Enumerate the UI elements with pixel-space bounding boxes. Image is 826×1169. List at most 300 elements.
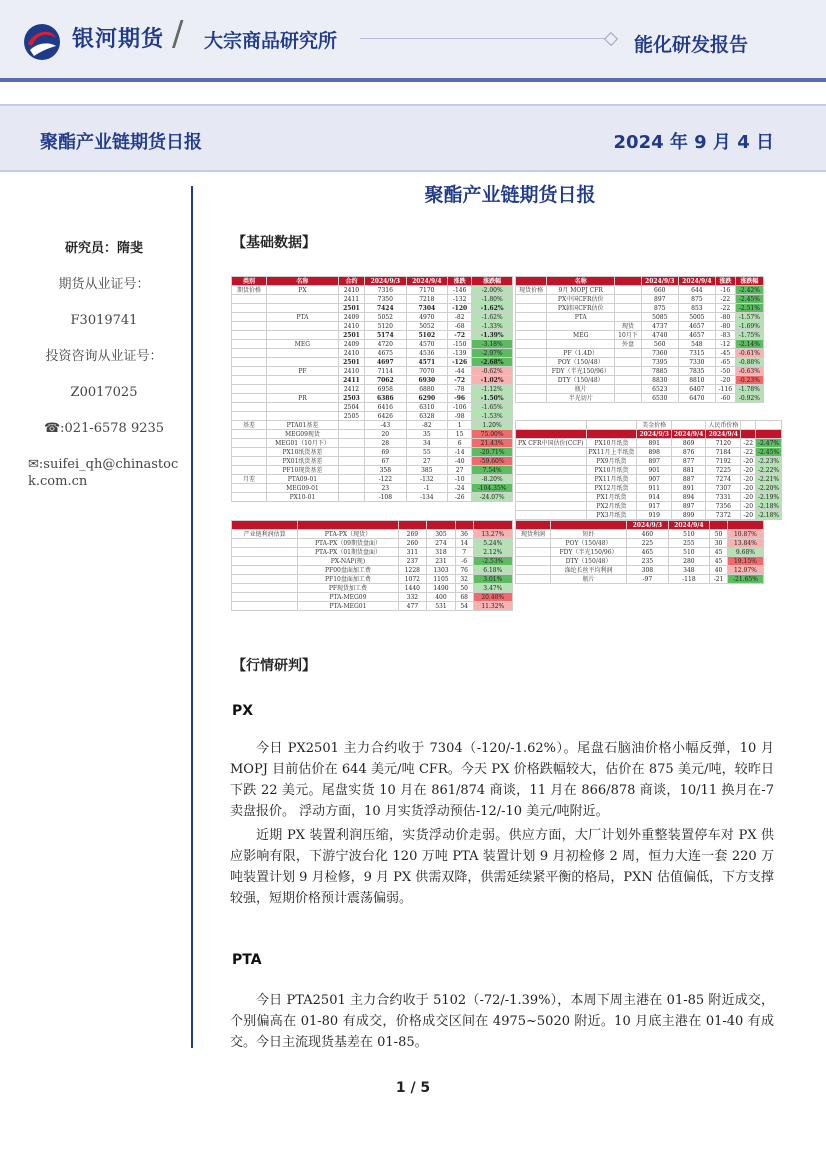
row-group bbox=[516, 358, 547, 367]
license-number: F3019741 bbox=[70, 313, 138, 328]
table-row bbox=[232, 602, 513, 611]
page-header bbox=[0, 0, 826, 82]
change-pct-cell: 6.18% bbox=[473, 566, 512, 575]
table-cell: 1072 bbox=[398, 575, 427, 584]
table-header-cell bbox=[473, 521, 512, 530]
row-name bbox=[267, 304, 339, 313]
change-pct-cell: -1.57% bbox=[735, 313, 763, 322]
table-cell: 460 bbox=[627, 530, 669, 539]
table-row bbox=[232, 421, 513, 430]
report-date: 2024 年 9 月 4 日 bbox=[613, 132, 774, 153]
change-pct-cell: -2.00% bbox=[472, 286, 513, 295]
table-header-cell: 类别 bbox=[232, 277, 267, 286]
change-pct-cell: 11.32% bbox=[473, 602, 512, 611]
change-pct-cell: -21.65% bbox=[727, 575, 763, 584]
row-name: PTA bbox=[267, 313, 339, 322]
table-cell: -21 bbox=[710, 575, 728, 584]
table-cell: 881 bbox=[671, 466, 705, 475]
table-row bbox=[232, 403, 513, 412]
table-row bbox=[232, 394, 513, 403]
row-name bbox=[267, 403, 339, 412]
row-name: PX1月纸货 bbox=[586, 493, 637, 502]
table-cell: 894 bbox=[671, 493, 705, 502]
table-cell: 6290 bbox=[406, 394, 448, 403]
row-name: DTY（150/48） bbox=[551, 557, 627, 566]
change-pct-cell: 1.20% bbox=[472, 421, 513, 430]
table-cell: 7315 bbox=[678, 349, 715, 358]
table-header-cell bbox=[756, 421, 782, 430]
table-header-cell bbox=[586, 421, 637, 430]
table-cell: 7225 bbox=[706, 466, 741, 475]
row-name: PX11月上半纸货 bbox=[586, 448, 637, 457]
table-cell: 6523 bbox=[641, 385, 678, 394]
table-row bbox=[516, 557, 764, 566]
row-name: FDY（半光150/96） bbox=[551, 548, 627, 557]
row-group bbox=[232, 484, 267, 493]
table-row bbox=[516, 349, 764, 358]
table-cell: -60 bbox=[715, 394, 735, 403]
table-cell: -22 bbox=[715, 304, 735, 313]
table-cell: 2409 bbox=[338, 313, 364, 322]
table-header-cell bbox=[741, 430, 756, 439]
table-cell: 2504 bbox=[338, 403, 364, 412]
row-name: MEG01（10月下） bbox=[267, 439, 339, 448]
row-name: PTA-PX（09期货盘面） bbox=[298, 539, 398, 548]
table-row bbox=[232, 358, 513, 367]
row-name bbox=[267, 295, 339, 304]
table-header-cell: 2024/9/4 bbox=[406, 277, 448, 286]
table-cell: 644 bbox=[678, 286, 715, 295]
table-header-cell bbox=[727, 521, 763, 530]
row-name: PTA-MEG01 bbox=[298, 602, 398, 611]
change-pct-cell: -2.18% bbox=[756, 511, 782, 520]
table-cell: -65 bbox=[715, 358, 735, 367]
table-header-cell bbox=[586, 430, 637, 439]
table-cell: 50 bbox=[455, 584, 473, 593]
row-name: PTA01基差 bbox=[267, 421, 339, 430]
table-cell: 510 bbox=[668, 548, 710, 557]
table-cell: 6310 bbox=[406, 403, 448, 412]
table-header-cell: 涨跌 bbox=[448, 277, 472, 286]
row-group bbox=[232, 349, 267, 358]
row-group: 现货利润 bbox=[516, 530, 551, 539]
table-cell: 510 bbox=[668, 530, 710, 539]
table-cell: 54 bbox=[455, 602, 473, 611]
change-pct-cell: 3.01% bbox=[473, 575, 512, 584]
row-group bbox=[516, 313, 547, 322]
row-name: PX bbox=[267, 286, 339, 295]
table-cell: -20 bbox=[741, 475, 756, 484]
table-cell: 4720 bbox=[365, 340, 407, 349]
row-name: 短纤 bbox=[551, 530, 627, 539]
table-cell: -122 bbox=[365, 475, 407, 484]
table-row bbox=[516, 466, 782, 475]
table-cell: 7114 bbox=[365, 367, 407, 376]
row-group bbox=[516, 304, 547, 313]
table-cell: -150 bbox=[448, 340, 472, 349]
row-group bbox=[232, 412, 267, 421]
table-cell: 6470 bbox=[678, 394, 715, 403]
table-cell: 6 bbox=[448, 439, 472, 448]
table-cell: 358 bbox=[365, 466, 407, 475]
row-name: PX2月纸货 bbox=[586, 502, 637, 511]
table-header-row bbox=[516, 421, 782, 430]
table-cell: 34 bbox=[406, 439, 448, 448]
table-cell: 15 bbox=[448, 430, 472, 439]
table-cell: -20 bbox=[741, 457, 756, 466]
row-subname bbox=[615, 349, 642, 358]
change-pct-cell: -24.07% bbox=[472, 493, 513, 502]
change-pct-cell: 20.48% bbox=[473, 593, 512, 602]
table-row bbox=[232, 584, 513, 593]
change-pct-cell: -1.62% bbox=[472, 304, 513, 313]
table-cell: 4570 bbox=[406, 340, 448, 349]
row-subname: 10月下 bbox=[615, 331, 642, 340]
table-row bbox=[232, 475, 513, 484]
change-pct-cell: -2.18% bbox=[756, 502, 782, 511]
table-cell: 6328 bbox=[406, 412, 448, 421]
pta-paragraph-1: 今日 PTA2501 主力合约收于 5102（-72/-1.39%），本周下周主港在 01-85 附近成交，个别偏高在 01-80 有成交，价格成交区间在 4975~5020 附近。10 月底主港在 01-40 有成交。今日主流现货基差在 01-85。 bbox=[230, 993, 774, 1050]
table-row bbox=[516, 457, 782, 466]
table-row bbox=[232, 349, 513, 358]
row-group bbox=[232, 367, 267, 376]
row-name: PX3月纸货 bbox=[586, 511, 637, 520]
table-cell: 4675 bbox=[365, 349, 407, 358]
row-subname bbox=[615, 394, 642, 403]
table-header-cell: 2024/9/4 bbox=[706, 430, 741, 439]
table-header-cell: 美金价格 bbox=[637, 421, 671, 430]
table-cell: 7835 bbox=[678, 367, 715, 376]
change-pct-cell: -2.45% bbox=[756, 448, 782, 457]
table-row bbox=[232, 548, 513, 557]
table-cell bbox=[338, 430, 364, 439]
table-cell: 260 bbox=[398, 539, 427, 548]
table-cell: 6958 bbox=[365, 385, 407, 394]
table-row bbox=[232, 593, 513, 602]
table-row bbox=[232, 539, 513, 548]
row-group bbox=[516, 376, 547, 385]
table-cell: 2411 bbox=[338, 295, 364, 304]
row-group bbox=[232, 394, 267, 403]
table-header-cell: 名称 bbox=[267, 277, 339, 286]
change-pct-cell: -1.02% bbox=[472, 376, 513, 385]
row-group bbox=[516, 322, 547, 331]
table-cell: 2505 bbox=[338, 412, 364, 421]
row-name: PX-NAP(现) bbox=[298, 557, 398, 566]
table-cell: -10 bbox=[448, 475, 472, 484]
table-cell: -80 bbox=[715, 322, 735, 331]
row-group bbox=[232, 340, 267, 349]
institute-name: 大宗商品研究所 bbox=[204, 30, 338, 52]
table-cell: 5174 bbox=[365, 331, 407, 340]
table-cell: 76 bbox=[455, 566, 473, 575]
row-group bbox=[232, 493, 267, 502]
change-pct-cell: -2.47% bbox=[756, 439, 782, 448]
table-header-cell: 涨跌幅 bbox=[472, 277, 513, 286]
table-cell: 4571 bbox=[406, 358, 448, 367]
row-group bbox=[516, 502, 587, 511]
table-cell: 7372 bbox=[706, 511, 741, 520]
table-cell: 875 bbox=[641, 304, 678, 313]
table-row bbox=[516, 475, 782, 484]
table-cell: 4697 bbox=[365, 358, 407, 367]
report-type: 能化研发报告 bbox=[634, 34, 749, 56]
table-cell bbox=[338, 466, 364, 475]
row-group bbox=[516, 367, 547, 376]
table-cell: 235 bbox=[627, 557, 669, 566]
table-row bbox=[516, 439, 782, 448]
row-group bbox=[516, 457, 587, 466]
row-group: 基差 bbox=[232, 421, 267, 430]
table-cell: 23 bbox=[365, 484, 407, 493]
row-name: PF（1.4D） bbox=[547, 349, 615, 358]
change-pct-cell: -2.51% bbox=[735, 304, 763, 313]
table-cell: 7120 bbox=[706, 439, 741, 448]
table-cell: -12 bbox=[715, 340, 735, 349]
row-group: 期货价格 bbox=[232, 286, 267, 295]
row-name: PTA-PX（01期货盘面） bbox=[298, 548, 398, 557]
row-name: PR bbox=[267, 394, 339, 403]
table-cell: 7070 bbox=[406, 367, 448, 376]
table-cell bbox=[338, 439, 364, 448]
table-header-cell bbox=[551, 521, 627, 530]
table-cell: 67 bbox=[365, 457, 407, 466]
change-pct-cell: -2.21% bbox=[756, 475, 782, 484]
row-name: POY（150/48） bbox=[547, 358, 615, 367]
row-name bbox=[267, 358, 339, 367]
table-header-cell bbox=[298, 521, 398, 530]
table-cell: -132 bbox=[448, 295, 472, 304]
table-cell: 385 bbox=[406, 466, 448, 475]
table-cell: 4657 bbox=[678, 322, 715, 331]
row-subname bbox=[615, 286, 642, 295]
table-row bbox=[232, 385, 513, 394]
table-cell: 231 bbox=[427, 557, 456, 566]
table-cell: -98 bbox=[448, 412, 472, 421]
table-cell: 225 bbox=[627, 539, 669, 548]
table-cell: -106 bbox=[448, 403, 472, 412]
table-header-cell bbox=[741, 421, 756, 430]
table-cell: 477 bbox=[398, 602, 427, 611]
table-cell: 7184 bbox=[706, 448, 741, 457]
table-cell: 5052 bbox=[406, 322, 448, 331]
table-row bbox=[516, 394, 764, 403]
change-pct-cell: -2.20% bbox=[756, 484, 782, 493]
row-group bbox=[232, 539, 298, 548]
table-cell: 348 bbox=[668, 566, 710, 575]
row-name: PX12月纸货 bbox=[586, 484, 637, 493]
table-cell: 917 bbox=[637, 502, 671, 511]
table-row bbox=[232, 566, 513, 575]
change-pct-cell: -2.42% bbox=[735, 286, 763, 295]
table-cell: 7424 bbox=[365, 304, 407, 313]
table-cell: 68 bbox=[455, 593, 473, 602]
table-cell: -20 bbox=[715, 376, 735, 385]
row-name: 半光切片 bbox=[547, 394, 615, 403]
table-cell: 899 bbox=[671, 511, 705, 520]
change-pct-cell: -1.12% bbox=[472, 385, 513, 394]
change-pct-cell: -1.78% bbox=[735, 385, 763, 394]
table-cell: -20 bbox=[741, 502, 756, 511]
table-row bbox=[516, 304, 764, 313]
table-row bbox=[232, 286, 513, 295]
table-cell: 2410 bbox=[338, 286, 364, 295]
table-header-cell bbox=[710, 521, 728, 530]
table-cell: 50 bbox=[710, 530, 728, 539]
table-cell: 36 bbox=[455, 530, 473, 539]
table-cell: -83 bbox=[715, 331, 735, 340]
row-group bbox=[232, 575, 298, 584]
row-name bbox=[267, 349, 339, 358]
table-cell: -22 bbox=[741, 448, 756, 457]
change-pct-cell: -0.88% bbox=[735, 358, 763, 367]
table-cell: -132 bbox=[406, 475, 448, 484]
row-group bbox=[232, 304, 267, 313]
table-cell: 877 bbox=[671, 457, 705, 466]
row-group bbox=[232, 566, 298, 575]
table-row bbox=[516, 376, 764, 385]
table-cell: -22 bbox=[741, 439, 756, 448]
table-cell: -50 bbox=[715, 367, 735, 376]
table-cell bbox=[338, 448, 364, 457]
table-row bbox=[232, 457, 513, 466]
advisory-label: 投资咨询从业证号： bbox=[45, 349, 163, 364]
table-cell: 6880 bbox=[406, 385, 448, 394]
row-group bbox=[232, 602, 298, 611]
row-group bbox=[232, 385, 267, 394]
change-pct-cell: -0.61% bbox=[735, 349, 763, 358]
table-cell: -72 bbox=[448, 376, 472, 385]
row-group bbox=[516, 466, 587, 475]
row-subname bbox=[615, 295, 642, 304]
change-pct-cell: -1.33% bbox=[472, 322, 513, 331]
row-name: PTA09-01 bbox=[267, 475, 339, 484]
table-cell: 2409 bbox=[338, 340, 364, 349]
change-pct-cell: -8.20% bbox=[472, 475, 513, 484]
row-subname bbox=[615, 376, 642, 385]
table-header-cell: 2024/9/3 bbox=[627, 521, 669, 530]
table-row bbox=[516, 295, 764, 304]
table-row bbox=[232, 304, 513, 313]
px-paragraph-1: 今日 PX2501 主力合约收于 7304（-120/-1.62%）。尾盘石脑油价格小幅反弹，10 月 MOPJ 目前估价在 644 美元/吨 CFR。今天 PX 价格跌幅较大，估价在 875 美元/吨，较昨日下跌 22 美元。尾盘实货 10 月在 861/874 商谈，11 月在 866/878 商谈，10/11 换月在-7 卖盘报价。 浮动方面，10 月实货浮动预估-12/-10 美元/吨附近。 bbox=[230, 741, 774, 819]
table-cell: 8830 bbox=[641, 376, 678, 385]
table-cell: -134 bbox=[406, 493, 448, 502]
table-cell: -45 bbox=[715, 349, 735, 358]
table-cell: -16 bbox=[715, 286, 735, 295]
row-group bbox=[232, 295, 267, 304]
row-name: PX中国CFR估价 bbox=[547, 295, 615, 304]
table-header-cell: 名称 bbox=[547, 277, 615, 286]
table-cell: 332 bbox=[398, 593, 427, 602]
row-subname bbox=[615, 385, 642, 394]
table-cell: -20 bbox=[741, 466, 756, 475]
table-cell: -126 bbox=[448, 358, 472, 367]
table-row bbox=[516, 358, 764, 367]
table-cell: 2410 bbox=[338, 322, 364, 331]
table-cell: -20 bbox=[741, 511, 756, 520]
table-cell: 6386 bbox=[365, 394, 407, 403]
table-cell: -118 bbox=[668, 575, 710, 584]
table-header-cell bbox=[516, 277, 547, 286]
table-cell: 2501 bbox=[338, 304, 364, 313]
change-pct-cell: 2.12% bbox=[473, 548, 512, 557]
table-row bbox=[232, 322, 513, 331]
table-cell: -43 bbox=[365, 421, 407, 430]
change-pct-cell: -2.53% bbox=[473, 557, 512, 566]
row-name: 涤纶长丝平均利润 bbox=[551, 566, 627, 575]
table-cell: 305 bbox=[427, 530, 456, 539]
table-cell: 7330 bbox=[678, 358, 715, 367]
row-group bbox=[232, 439, 267, 448]
table-cell bbox=[338, 421, 364, 430]
row-group bbox=[516, 394, 547, 403]
table-header-cell: 涨跌幅 bbox=[735, 277, 763, 286]
header-stripe bbox=[0, 78, 826, 82]
row-name: PF00盘面加工费 bbox=[298, 566, 398, 575]
table-cell: -82 bbox=[406, 421, 448, 430]
table-cell: -14 bbox=[448, 448, 472, 457]
table-cell: 907 bbox=[637, 475, 671, 484]
table-header-cell: 人民币价格 bbox=[706, 421, 741, 430]
row-subname bbox=[615, 358, 642, 367]
table-cell: 7395 bbox=[641, 358, 678, 367]
row-name: PTA-PX（现货） bbox=[298, 530, 398, 539]
table-cell: 919 bbox=[637, 511, 671, 520]
change-pct-cell: -2.97% bbox=[472, 349, 513, 358]
change-pct-cell: -0.62% bbox=[472, 367, 513, 376]
sidebar-divider bbox=[191, 186, 193, 1048]
table-cell: 27 bbox=[448, 466, 472, 475]
table-cell: 2411 bbox=[338, 376, 364, 385]
table-cell: 6930 bbox=[406, 376, 448, 385]
table-cell: 8810 bbox=[678, 376, 715, 385]
table-cell: 14 bbox=[455, 539, 473, 548]
table-cell: -22 bbox=[715, 295, 735, 304]
table-cell: 1105 bbox=[427, 575, 456, 584]
table-cell: 1440 bbox=[398, 584, 427, 593]
spot-price-table bbox=[515, 276, 764, 403]
table-row bbox=[232, 575, 513, 584]
table-header-cell: 2024/9/3 bbox=[365, 277, 407, 286]
table-header-cell bbox=[427, 521, 456, 530]
table-cell bbox=[338, 484, 364, 493]
title-band bbox=[0, 104, 826, 172]
table-cell: 311 bbox=[398, 548, 427, 557]
row-name: PF10盘面加工费 bbox=[298, 575, 398, 584]
change-pct-cell: 10.87% bbox=[727, 530, 763, 539]
change-pct-cell: 75.00% bbox=[472, 430, 513, 439]
row-name: PX10月纸货 bbox=[586, 466, 637, 475]
row-name: PX10纸货基差 bbox=[267, 448, 339, 457]
researcher-name: 研究员：隋斐 bbox=[64, 241, 143, 256]
table-cell: -20 bbox=[741, 484, 756, 493]
table-row bbox=[516, 385, 764, 394]
row-name: 9月 MOPJ CFR bbox=[547, 286, 615, 295]
table-row bbox=[232, 448, 513, 457]
change-pct-cell: -20.71% bbox=[472, 448, 513, 457]
row-name: 瓶片 bbox=[551, 575, 627, 584]
change-pct-cell: 21.43% bbox=[472, 439, 513, 448]
table-cell: 45 bbox=[710, 557, 728, 566]
table-header-cell bbox=[398, 521, 427, 530]
table-cell bbox=[338, 493, 364, 502]
table-cell: -80 bbox=[715, 313, 735, 322]
row-subname: 现货 bbox=[615, 322, 642, 331]
change-pct-cell: -0.92% bbox=[735, 394, 763, 403]
table-row bbox=[516, 511, 782, 520]
table-header-cell: 2024/9/4 bbox=[671, 430, 705, 439]
table-cell: 7274 bbox=[706, 475, 741, 484]
